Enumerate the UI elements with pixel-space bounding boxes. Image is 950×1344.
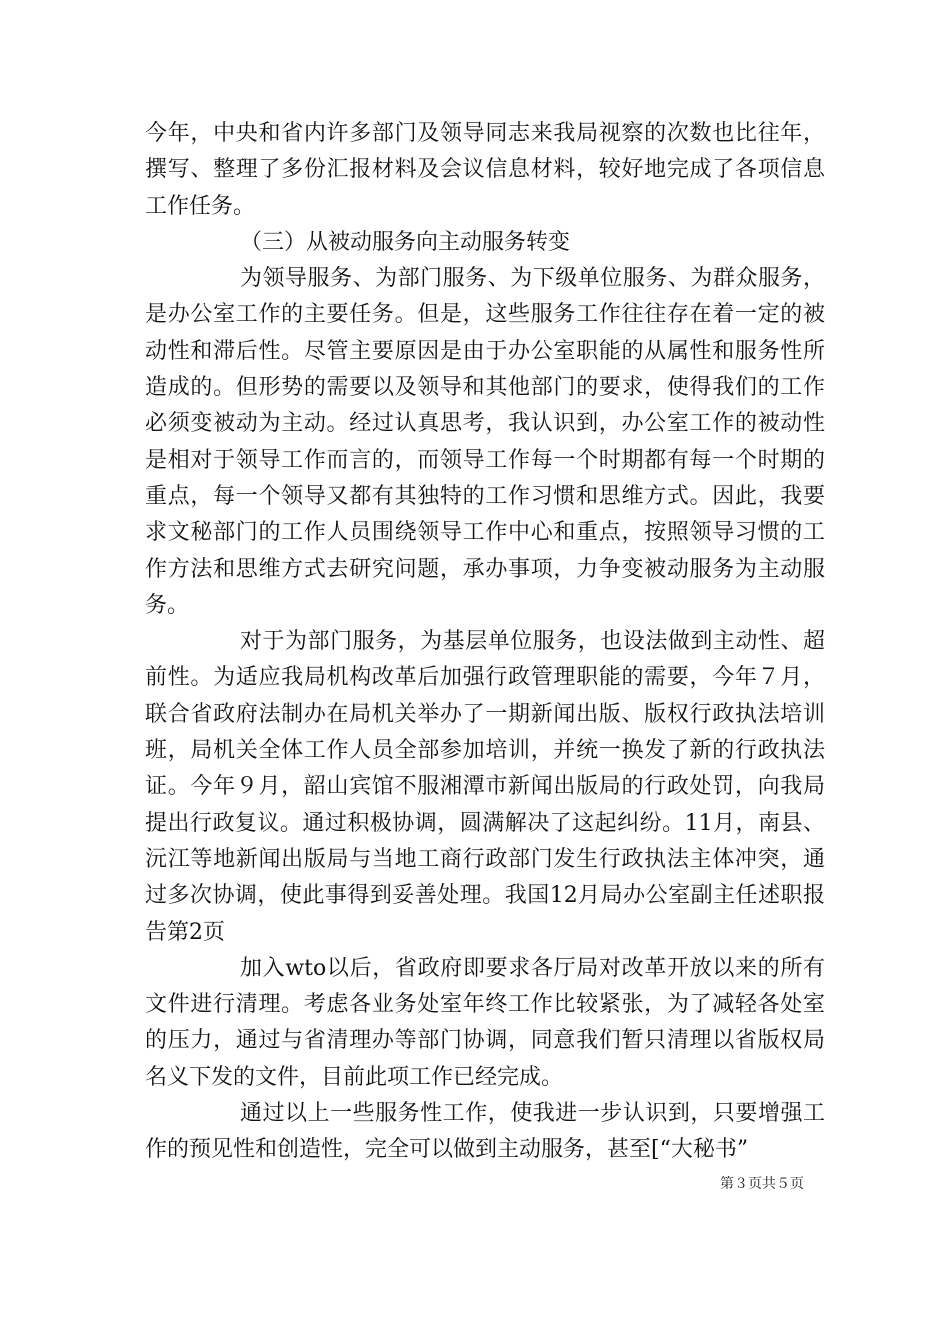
- paragraph: 通过以上一些服务性工作，使我进一步认识到，只要增强工作的预见性和创造性，完全可以做到主动服务，甚至[“大秘书”: [145, 1101, 825, 1163]
- page-number: 第３页共５页: [720, 1176, 804, 1192]
- paragraph: 加入wto以后，省政府即要求各厅局对改革开放以来的所有文件进行清理。考虑各业务处室年终工作比较紧张，为了减轻各处室的压力，通过与省清理办等部门协调，同意我们暂只清理以省版权局名义下发的文件，目前此项工作已经完成。: [145, 955, 825, 1090]
- document-body: [145, 116, 825, 1169]
- section-heading: （三）从被动服务向主动服务转变: [240, 229, 571, 255]
- paragraph-continuation: 今年，中央和省内许多部门及领导同志来我局视察的次数也比往年，撰写、整理了多份汇报材料及会议信息材料，较好地完成了各项信息工作任务。: [145, 121, 825, 219]
- paragraph: 为领导服务、为部门服务、为下级单位服务、为群众服务，是办公室工作的主要任务。但是，这些服务工作往往存在着一定的被动性和滞后性。尽管主要原因是由于办公室职能的从属性和服务性所造成的。但形势的需要以及领导和其他部门的要求，使得我们的工作必须变被动为主动。经过认真思考，我认识到，办公室工作的被动性是相对于领导工作而言的，而领导工作每一个时期都有每一个时期的重点，每一个领导又都有其独特的工作习惯和思维方式。因此，我要求文秘部门的工作人员围绕领导工作中心和重点，按照领导习惯的工作方法和思维方式去研究问题，承办事项，力争变被动服务为主动服务。: [145, 266, 825, 618]
- paragraph: 对于为部门服务，为基层单位服务，也设法做到主动性、超前性。为适应我局机构改革后加强行政管理职能的需要，今年７月，联合省政府法制办在局机关举办了一期新闻出版、版权行政执法培训班，局机关全体工作人员全部参加培训，并统一换发了新的行政执法证。今年９月，韶山宾馆不服湘潭市新闻出版局的行政处罚，向我局提出行政复议。通过积极协调，圆满解决了这起纠纷。11月，南县、沅江等地新闻出版局与当地工商行政部门发生行政执法主体冲突，通过多次协调，使此事得到妥善处理。我国12月局办公室副主任述职报告第2页: [145, 629, 825, 945]
